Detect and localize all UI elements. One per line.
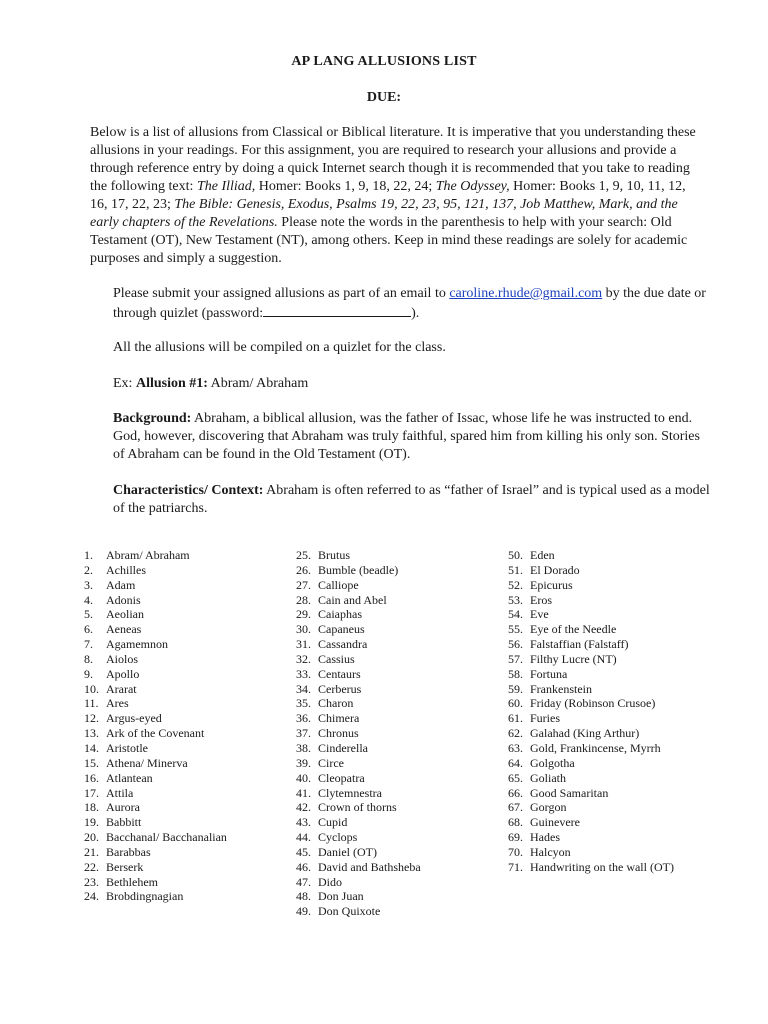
allusion-list-item — [296, 756, 486, 771]
allusion-name: Good Samaritan — [530, 785, 609, 800]
allusion-name: Don Quixote — [318, 904, 381, 919]
allusion-number: 29. — [296, 607, 311, 622]
allusion-name: Cupid — [318, 815, 348, 830]
allusion-name: Daniel (OT) — [318, 844, 377, 859]
allusion-list-item — [84, 771, 274, 786]
submit-text-before: Please submit your assigned allusions as part of an email to — [113, 286, 450, 301]
intro-paragraph — [90, 124, 705, 268]
allusion-list-item — [84, 667, 274, 682]
allusion-number: 35. — [296, 696, 311, 711]
allusion-number: 53. — [508, 592, 523, 607]
allusion-name: Cassius — [318, 651, 355, 666]
allusion-list-item — [296, 622, 486, 637]
allusion-name: Brobdingnagian — [106, 889, 184, 904]
allusion-list-item — [296, 845, 486, 860]
allusion-name: Ararat — [106, 681, 137, 696]
allusion-number: 13. — [84, 726, 99, 741]
allusion-name: Chimera — [318, 711, 360, 726]
allusion-list-item — [296, 904, 486, 919]
allusion-name: Fortuna — [530, 666, 568, 681]
allusion-list-item — [84, 696, 274, 711]
allusion-list-item — [296, 682, 486, 697]
allusion-name: Barabbas — [106, 844, 151, 859]
allusion-number: 10. — [84, 681, 99, 696]
allusion-list-item — [508, 682, 678, 697]
allusion-list-item — [84, 578, 274, 593]
allusion-name: Aristotle — [106, 740, 148, 755]
allusion-name: Apollo — [106, 666, 140, 681]
example-prefix: Ex: — [113, 376, 136, 391]
allusion-list-item — [84, 607, 274, 622]
allusion-number: 5. — [84, 607, 93, 622]
allusion-name: Bacchanal/ Bacchanalian — [106, 830, 227, 845]
allusion-list-item — [84, 875, 274, 890]
allusion-number: 16. — [84, 770, 99, 785]
allusion-name: Eve — [530, 607, 549, 622]
allusion-name: Ark of the Covenant — [106, 726, 205, 741]
allusion-list-item — [508, 771, 678, 786]
allusion-name: Cerberus — [318, 681, 362, 696]
allusion-list-item — [508, 622, 678, 637]
allusion-list-item — [84, 786, 274, 801]
allusion-number: 67. — [508, 800, 523, 815]
allusion-number: 17. — [84, 785, 99, 800]
allusion-number: 31. — [296, 637, 311, 652]
characteristics-paragraph — [113, 482, 710, 518]
intro-iliad: The Illiad, — [196, 179, 256, 194]
allusion-list-item — [84, 815, 274, 830]
allusion-list-item — [84, 622, 274, 637]
document-title: AP LANG ALLUSIONS LIST — [291, 54, 477, 69]
allusion-number: 28. — [296, 592, 311, 607]
allusion-number: 33. — [296, 666, 311, 681]
allusion-number: 59. — [508, 681, 523, 696]
allusion-list-item — [84, 830, 274, 845]
allusion-name: Argus-eyed — [106, 711, 162, 726]
allusion-list-item — [508, 563, 678, 578]
allusion-number: 42. — [296, 800, 311, 815]
intro-text-4: Please note the words in the parenthesis to help with your search: Old Testament (OT), New Testament (NT), among others. Keep in mind these readings are solely for academic purposes and simply a suggestion. — [90, 215, 688, 266]
allusion-number: 55. — [508, 622, 523, 637]
allusion-list-item — [296, 860, 486, 875]
allusions-column-1 — [84, 548, 274, 904]
allusion-name: Cain and Abel — [318, 592, 387, 607]
allusion-list-item — [84, 845, 274, 860]
submit-paragraph — [113, 285, 710, 323]
characteristics-label: Characteristics/ Context: — [113, 483, 264, 498]
allusion-name: Aiolos — [106, 651, 139, 666]
allusion-number: 65. — [508, 770, 523, 785]
example-label: Allusion #1: — [135, 376, 208, 391]
example-value: Abram/ Abraham — [207, 376, 309, 391]
allusion-list-item — [508, 815, 678, 830]
allusion-name: Agamemnon — [106, 637, 168, 652]
allusion-list-item — [296, 637, 486, 652]
allusion-name: Falstaffian (Falstaff) — [530, 637, 629, 652]
allusion-name: Epicurus — [530, 577, 573, 592]
allusion-number: 34. — [296, 681, 311, 696]
allusion-name: Circe — [318, 755, 344, 770]
allusion-number: 6. — [84, 622, 93, 637]
allusion-name: Athena/ Minerva — [106, 755, 188, 770]
allusion-name: Eros — [530, 592, 552, 607]
allusion-list-item — [84, 563, 274, 578]
allusion-name: Gold, Frankincense, Myrrh — [530, 740, 661, 755]
allusion-number: 19. — [84, 815, 99, 830]
allusion-list-item — [508, 548, 678, 563]
allusion-name: Adam — [106, 577, 136, 592]
allusion-name: Aeolian — [106, 607, 144, 622]
background-label: Background: — [113, 411, 192, 426]
allusion-name: Abram/ Abraham — [106, 548, 190, 562]
allusion-number: 15. — [84, 755, 99, 770]
allusion-list-item — [508, 637, 678, 652]
allusion-number: 9. — [84, 666, 93, 681]
allusion-list-item — [508, 756, 678, 771]
allusions-column-3 — [508, 548, 678, 875]
allusion-number: 69. — [508, 830, 523, 845]
allusion-name: Cassandra — [318, 637, 368, 652]
allusion-number: 21. — [84, 844, 99, 859]
email-link[interactable]: caroline.rhude@gmail.com — [449, 286, 603, 301]
allusion-list-item — [508, 652, 678, 667]
allusion-number: 2. — [84, 562, 93, 577]
allusion-number: 18. — [84, 800, 99, 815]
allusion-list-item — [296, 667, 486, 682]
allusion-name: Aurora — [106, 800, 140, 815]
allusion-list-item — [296, 578, 486, 593]
allusion-list-item — [296, 815, 486, 830]
allusion-name: Attila — [106, 785, 134, 800]
allusion-name: Goliath — [530, 770, 566, 785]
allusion-list-item — [508, 711, 678, 726]
allusion-number: 11. — [84, 696, 99, 711]
allusion-name: Adonis — [106, 592, 141, 607]
allusion-name: Eden — [530, 548, 555, 562]
allusion-number: 54. — [508, 607, 523, 622]
allusion-number: 22. — [84, 859, 99, 874]
allusion-name: Halcyon — [530, 844, 571, 859]
submit-text-after: by the due date or through quizlet (password: — [113, 286, 706, 321]
allusion-name: Cyclops — [318, 830, 358, 845]
intro-text-2: Homer: Books 1, 9, 18, 22, 24; — [255, 179, 436, 194]
allusion-number: 45. — [296, 844, 311, 859]
allusion-list-item — [84, 756, 274, 771]
allusion-list-item — [84, 652, 274, 667]
intro-odyssey: The Odyssey, — [435, 179, 510, 194]
allusion-list-item — [508, 696, 678, 711]
allusion-name: Aeneas — [106, 622, 142, 637]
allusion-number: 36. — [296, 711, 311, 726]
allusion-name: Chronus — [318, 726, 359, 741]
allusion-number: 14. — [84, 740, 99, 755]
background-text: Abraham, a biblical allusion, was the father of Issac, whose life he was instructed to end. God, however, discovering that Abraham was truly faithful, spared him from killing his only son. Stories of Abraham can be found in the Old Testament (OT). — [113, 411, 700, 462]
allusion-number: 23. — [84, 874, 99, 889]
allusion-number: 56. — [508, 637, 523, 652]
allusion-name: Golgotha — [530, 755, 575, 770]
allusion-list-item — [296, 830, 486, 845]
allusion-list-item — [508, 578, 678, 593]
allusion-number: 24. — [84, 889, 99, 904]
allusion-number: 49. — [296, 904, 311, 919]
allusion-name: Brutus — [318, 548, 351, 562]
allusion-list-item — [296, 800, 486, 815]
allusion-number: 60. — [508, 696, 523, 711]
allusion-list-item — [84, 682, 274, 697]
allusion-list-item — [296, 771, 486, 786]
allusion-list-item — [296, 696, 486, 711]
allusion-name: Guinevere — [530, 815, 580, 830]
password-blank — [263, 303, 411, 317]
allusion-list-item — [508, 726, 678, 741]
allusion-name: David and Bathsheba — [318, 859, 421, 874]
allusion-number: 61. — [508, 711, 523, 726]
allusion-list-item — [84, 711, 274, 726]
allusion-list-item — [84, 741, 274, 756]
background-paragraph — [113, 410, 710, 464]
allusion-number: 37. — [296, 726, 311, 741]
allusion-number: 44. — [296, 830, 311, 845]
allusion-name: Handwriting on the wall (OT) — [530, 859, 674, 874]
allusion-list-item — [508, 741, 678, 756]
allusion-list-item — [296, 548, 486, 563]
allusion-name: Caiaphas — [318, 607, 362, 622]
allusion-list-item — [84, 593, 274, 608]
allusion-number: 39. — [296, 755, 311, 770]
allusion-name: El Dorado — [530, 562, 580, 577]
allusion-number: 41. — [296, 785, 311, 800]
allusion-number: 38. — [296, 740, 311, 755]
allusion-list-item — [296, 711, 486, 726]
allusion-name: Crown of thorns — [318, 800, 397, 815]
allusion-list-item — [296, 741, 486, 756]
characteristics-text: Abraham is often referred to as “father of Israel” and is typical used as a model of the patriarchs. — [113, 483, 710, 516]
allusion-name: Dido — [318, 874, 342, 889]
intro-text-1: Below is a list of allusions from Classical or Biblical literature. It is imperative that you understanding these allusions in your readings. For this assignment, you are required to research your allusions and provide a through reference entry by doing a quick Internet search though it is recommended that you take to reading the following text: — [90, 125, 696, 194]
allusion-number: 64. — [508, 755, 523, 770]
allusion-number: 51. — [508, 562, 523, 577]
allusion-number: 32. — [296, 651, 311, 666]
allusion-name: Babbitt — [106, 815, 142, 830]
allusions-column-2 — [296, 548, 486, 919]
allusion-list-item — [84, 726, 274, 741]
allusion-name: Frankenstein — [530, 681, 592, 696]
allusion-number: 50. — [508, 548, 523, 562]
example-line — [113, 375, 710, 393]
allusion-name: Bethlehem — [106, 874, 158, 889]
submit-text-end: ). — [411, 306, 420, 321]
allusion-list-item — [84, 860, 274, 875]
allusion-number: 57. — [508, 651, 523, 666]
due-label: DUE: — [366, 90, 402, 105]
allusion-list-item — [296, 726, 486, 741]
allusion-list-item — [296, 889, 486, 904]
allusion-number: 26. — [296, 562, 311, 577]
allusion-name: Galahad (King Arthur) — [530, 726, 640, 741]
allusion-name: Capaneus — [318, 622, 365, 637]
compiled-note: All the allusions will be compiled on a quizlet for the class. — [113, 340, 446, 355]
allusion-name: Ares — [106, 696, 129, 711]
intro-text-3: Homer: Books 1, 9, 10, 11, 12, 16, 17, 22, 23; — [90, 179, 686, 212]
allusion-name: Eye of the Needle — [530, 622, 617, 637]
allusion-name: Hades — [530, 830, 560, 845]
allusion-number: 30. — [296, 622, 311, 637]
allusion-name: Clytemnestra — [318, 785, 382, 800]
allusion-name: Cleopatra — [318, 770, 365, 785]
allusion-name: Achilles — [106, 562, 146, 577]
allusion-list-item — [296, 563, 486, 578]
allusion-list-item — [508, 786, 678, 801]
allusion-number: 70. — [508, 844, 523, 859]
allusion-name: Cinderella — [318, 740, 368, 755]
allusion-list-item — [84, 637, 274, 652]
allusion-number: 27. — [296, 577, 311, 592]
allusion-name: Gorgon — [530, 800, 567, 815]
allusion-name: Calliope — [318, 577, 359, 592]
allusion-list-item — [508, 667, 678, 682]
allusion-name: Berserk — [106, 859, 144, 874]
allusion-number: 1. — [84, 548, 93, 562]
allusion-name: Filthy Lucre (NT) — [530, 651, 617, 666]
allusion-number: 8. — [84, 651, 93, 666]
allusion-number: 20. — [84, 830, 99, 845]
allusion-list-item — [508, 845, 678, 860]
allusion-number: 46. — [296, 859, 311, 874]
allusion-number: 43. — [296, 815, 311, 830]
allusion-number: 47. — [296, 874, 311, 889]
allusion-number: 7. — [84, 637, 93, 652]
allusion-number: 58. — [508, 666, 523, 681]
allusion-number: 25. — [296, 548, 311, 562]
allusion-list-item — [296, 593, 486, 608]
allusion-list-item — [296, 875, 486, 890]
allusion-number: 48. — [296, 889, 311, 904]
allusion-name: Don Juan — [318, 889, 364, 904]
allusion-list-item — [508, 830, 678, 845]
allusion-list-item — [84, 548, 274, 563]
allusion-list-item — [508, 800, 678, 815]
allusion-list-item — [84, 800, 274, 815]
allusion-list-item — [84, 889, 274, 904]
allusion-list-item — [296, 652, 486, 667]
allusion-number: 3. — [84, 577, 93, 592]
allusion-list-item — [296, 607, 486, 622]
allusion-name: Centaurs — [318, 666, 361, 681]
allusion-name: Bumble (beadle) — [318, 562, 399, 577]
allusion-number: 4. — [84, 592, 93, 607]
allusion-number: 66. — [508, 785, 523, 800]
allusion-number: 63. — [508, 740, 523, 755]
intro-bible: The Bible: Genesis, Exodus, Psalms 19, 22, 23, 95, 121, 137, Job Matthew, Mark, and the early chapters of the Revelations. — [90, 197, 678, 230]
allusion-list-item — [508, 593, 678, 608]
allusion-name: Friday (Robinson Crusoe) — [530, 696, 656, 711]
allusion-name: Furies — [530, 711, 560, 726]
allusion-list-item — [508, 607, 678, 622]
allusion-list-item — [508, 860, 678, 875]
allusion-number: 40. — [296, 770, 311, 785]
allusion-number: 12. — [84, 711, 99, 726]
allusion-number: 71. — [508, 859, 523, 874]
allusion-list-item — [296, 786, 486, 801]
allusion-name: Atlantean — [106, 770, 153, 785]
allusion-number: 52. — [508, 577, 523, 592]
allusion-number: 68. — [508, 815, 523, 830]
allusion-name: Charon — [318, 696, 354, 711]
allusion-number: 62. — [508, 726, 523, 741]
